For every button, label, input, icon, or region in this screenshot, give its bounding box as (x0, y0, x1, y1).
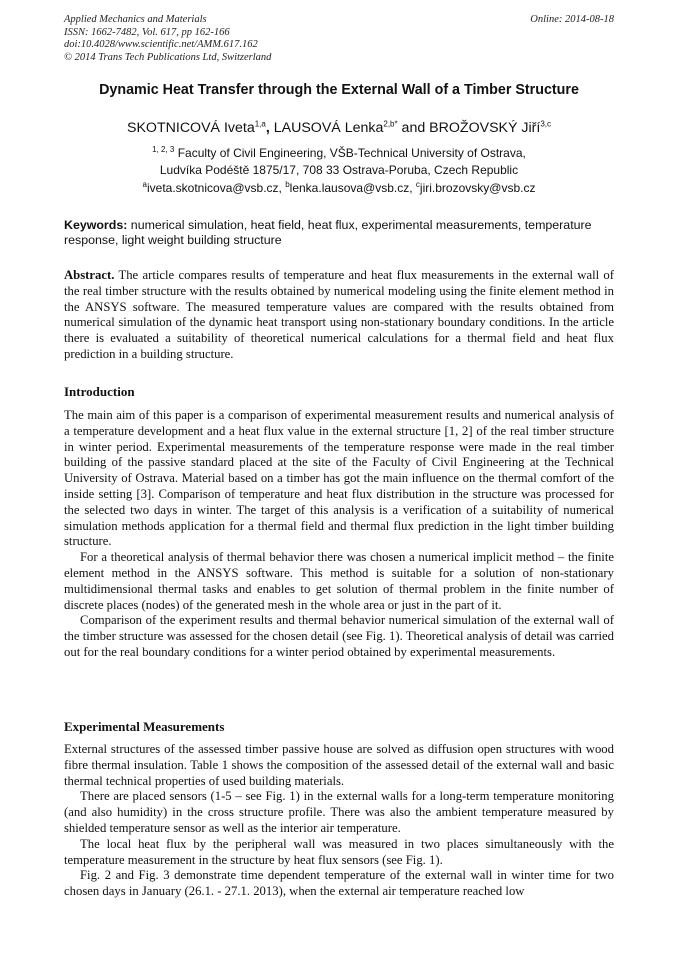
author-separator-1: , (265, 120, 274, 136)
author-1-affil: 1,a (254, 119, 266, 129)
exp-paragraph-1: External structures of the assessed timber passive house are solved as diffusion open structures with wood fibre thermal insulation. Table 1 shows the composition of the assessed detail of the external wall and basic thermal technical properties of used building materials. (64, 742, 614, 788)
online-date: Online: 2014-08-18 (530, 14, 614, 25)
email-b-sup: b (285, 180, 290, 189)
author-emails (0, 181, 678, 195)
affiliation-sup: 1, 2, 3 (152, 145, 175, 154)
email-a[interactable]: iveta.skotnicova@vsb.cz, (146, 181, 286, 195)
author-3-name: BROŽOVSKÝ Jiří (429, 120, 541, 136)
exp-paragraph-2: There are placed sensors (1-5 – see Fig. 1) in the external walls for a long-term temperature monitoring (and also humidity) in the cross structure profile. There was also the ambient temperature measured by shielded temperature sensor as well as the interior air temperature. (64, 789, 614, 835)
journal-header (64, 14, 271, 64)
keywords-text: numerical simulation, heat field, heat flux, experimental measurements, temperature response, light weight building structure (64, 218, 592, 247)
email-c-sup: c (415, 180, 420, 189)
author-separator-2: and (397, 120, 430, 136)
issn-line: ISSN: 1662-7482, Vol. 617, pp 162-166 (64, 26, 230, 38)
abstract (64, 268, 614, 363)
email-a-sup: a (142, 180, 147, 189)
doi-line[interactable]: doi:10.4028/www.scientific.net/AMM.617.162 (64, 39, 258, 50)
introduction-body (64, 408, 614, 661)
exp-paragraph-3: The local heat flux by the peripheral wall was measured in two places simultaneously with the temperature measurement in the structure by heat flux sensors (see Fig. 1). (64, 836, 614, 867)
email-b[interactable]: lenka.lausova@vsb.cz, (289, 181, 416, 195)
experimental-body (64, 742, 614, 900)
author-list (0, 120, 678, 136)
intro-paragraph-2: For a theoretical analysis of thermal behavior there was chosen a numerical implicit method – the finite element method in the ANSYS software. This method is suitable for a solution of non-stationary multidimensional thermal tasks and enables to get solution of thermal problem in the finite number of discrete places (nodes) of the generated mesh in the whole area or just in the part of it. (64, 550, 614, 612)
abstract-text: The article compares results of temperature and heat flux measurements in the external wall of the real timber structure with the results obtained by numerical modeling using the finite element method in the ANSYS software. The measured temperature values are compared with the results obtained from numerical simulation of the dynamic heat transport using non-stationary boundary conditions. In the article there is evaluated a suitability of theoretical numerical calculations for a thermal field and heat flux prediction in a building structure. (64, 268, 614, 361)
intro-paragraph-1: The main aim of this paper is a comparison of experimental measurement results and numerical analysis of a temperature development and a heat flux value in the external structure [1, 2] of the real timber structure in winter period. Experimental measurements of the temperature response were made in the real timber building of the passive standard placed at the site of the Faculty of Civil Engineering at the Technical University of Ostrava. Material based on a timber has got the main influence on the thermal comfort of the inside setting [3]. Comparison of temperature and heat flux distribution in the structure was processed for the selected two days in winter. The target of this analysis is a verification of a suitability of numerical simulation methods application for a thermal field and thermal flux prediction in the light timber building structure. (64, 408, 614, 549)
affiliation-line-2: Ludvíka Podéště 1875/17, 708 33 Ostrava-Poruba, Czech Republic (159, 163, 519, 177)
author-1-name: SKOTNICOVÁ Iveta (127, 120, 255, 136)
introduction-heading: Introduction (64, 384, 135, 399)
copyright-line: © 2014 Trans Tech Publications Ltd, Switzerland (64, 51, 272, 63)
journal-name: Applied Mechanics and Materials (64, 14, 207, 25)
affiliation (0, 145, 678, 179)
email-c[interactable]: jiri.brozovsky@vsb.cz (419, 181, 536, 195)
author-2-name: LAUSOVÁ Lenka (273, 120, 384, 136)
affiliation-line-1: Faculty of Civil Engineering, VŠB-Technical University of Ostrava, (174, 146, 526, 160)
author-3-affil: 3,c (540, 119, 551, 129)
paper-title: Dynamic Heat Transfer through the External Wall of a Timber Structure (99, 82, 579, 98)
intro-paragraph-3: Comparison of the experiment results and thermal behavior numerical simulation of the external wall of the timber structure was assessed for the chosen detail (see Fig. 1). Theoretical analysis of detail was carried out for the real boundary conditions for a winter period obtained by experimental measurements. (64, 613, 614, 659)
keywords-label: Keywords: (64, 218, 128, 232)
keywords (64, 218, 614, 248)
exp-paragraph-4: Fig. 2 and Fig. 3 demonstrate time dependent temperature of the external wall in winter time for two chosen days in January (26.1. - 27.1. 2013), when the external air temperature reached low (64, 868, 614, 899)
abstract-label: Abstract. (64, 268, 115, 282)
experimental-heading: Experimental Measurements (64, 719, 225, 734)
author-2-affil: 2,b* (383, 119, 398, 129)
